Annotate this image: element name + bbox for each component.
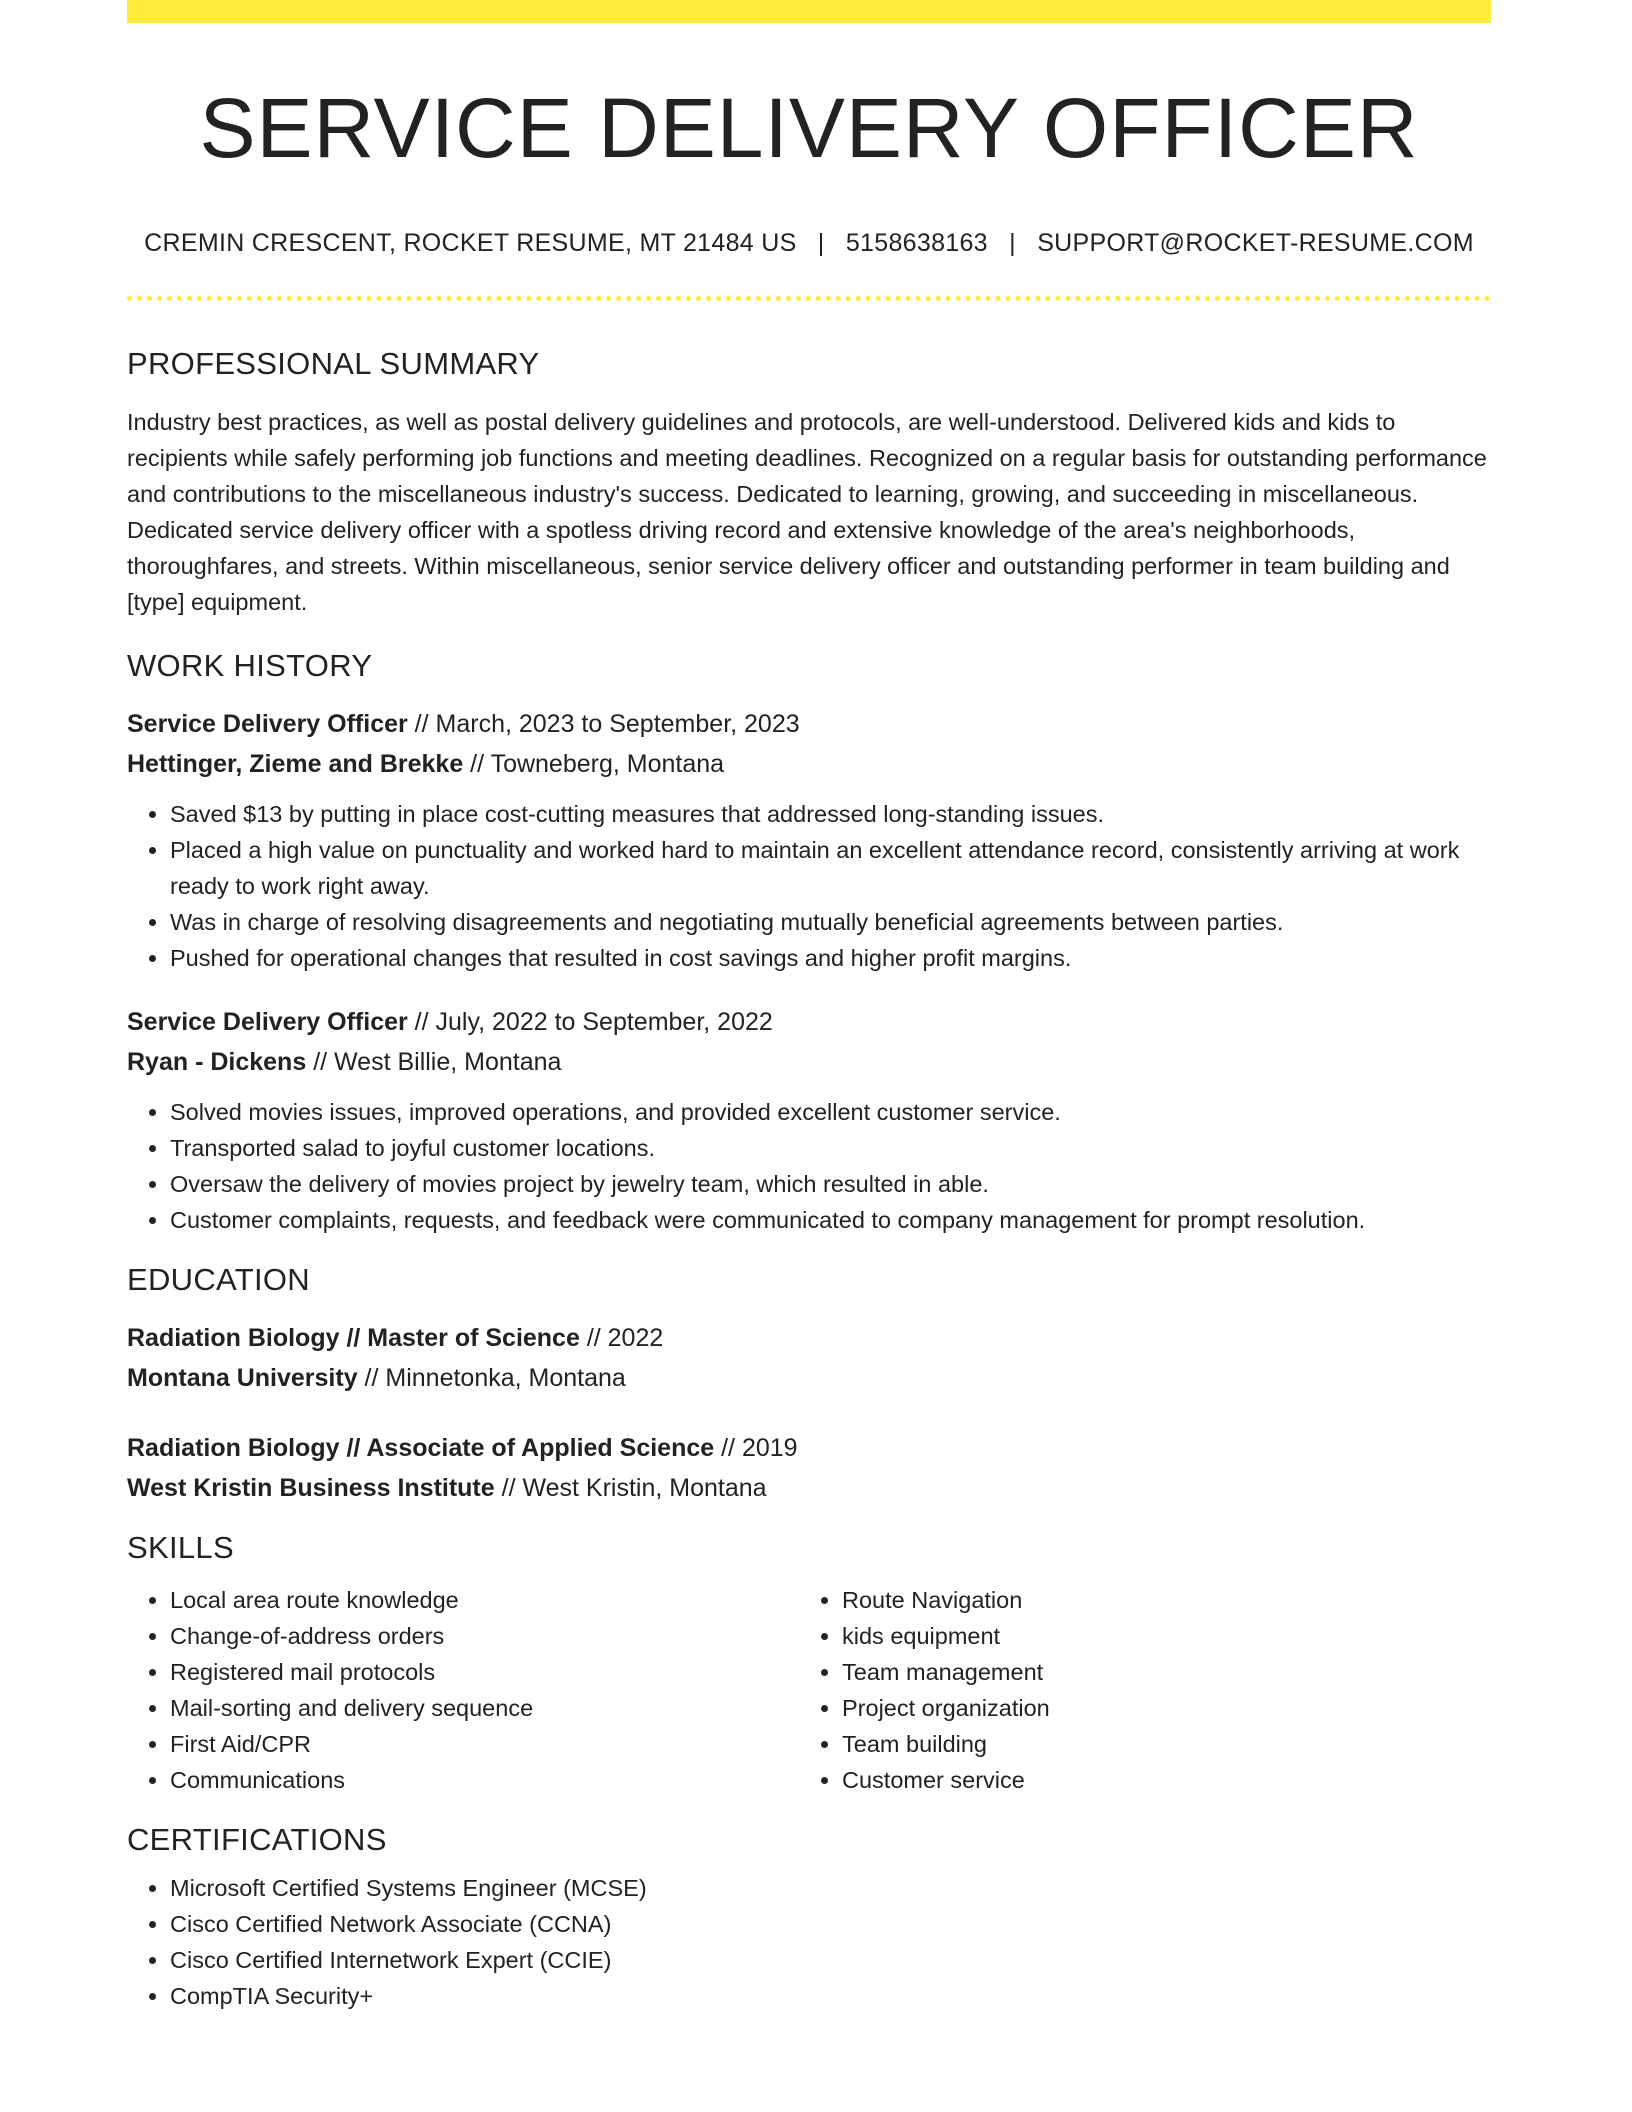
job-role-line [127,1002,1491,1042]
edu-location: // Minnetonka, Montana [357,1364,626,1392]
contact-phone: 5158638163 [845,229,988,257]
job-role: Service Delivery Officer [127,1008,408,1036]
edu-location: // West Kristin, Montana [494,1474,767,1502]
skill-item: • Project organization [842,1690,1471,1726]
resume-page [127,0,1491,2014]
contact-address: CREMIN CRESCENT, ROCKET RESUME, MT 21484 US [144,229,797,257]
job-bullet: • Was in charge of resolving disagreements and negotiating mutually beneficial agreements between parties. [170,904,1491,940]
skill-item: • Mail-sorting and delivery sequence [170,1690,799,1726]
skill-item: • Team management [842,1654,1471,1690]
edu-year: // 2022 [579,1324,664,1352]
skill-item: • Team building [842,1726,1471,1762]
job-company-line [127,1042,1491,1082]
skills-column-right [799,1582,1471,1798]
summary-text: Industry best practices, as well as postal delivery guidelines and protocols, are well-understood. Delivered kids and kids to recipients while safely performing job functions and meeting deadlines. Recognized on a regular basis for outstanding performance and contributions to the miscellaneous industry's success. Dedicated to learning, growing, and succeeding in miscellaneous. Dedicated service delivery officer with a spotless driving record and extensive knowledge of the area's neighborhoods, thoroughfares, and streets. Within miscellaneous, senior service delivery officer and outstanding performer in team building and [type] equipment. [127,409,1487,615]
job-role: Service Delivery Officer [127,710,408,738]
certifications-list [127,1870,1491,2014]
contact-line [127,229,1491,258]
job-bullet: • Customer complaints, requests, and feedback were communicated to company management for prompt resolution. [170,1202,1491,1238]
job-dates: // March, 2023 to September, 2023 [407,710,800,738]
edu-degree-line [127,1318,1491,1358]
skill-item: • Change-of-address orders [170,1618,799,1654]
job-dates: // July, 2022 to September, 2022 [407,1008,773,1036]
skill-item: • Local area route knowledge [170,1582,799,1618]
job-location: // Towneberg, Montana [463,750,725,778]
skills-heading: SKILLS [127,1530,234,1565]
job-entry [127,1002,1491,1238]
job-company: Ryan - Dickens [127,1048,307,1076]
contact-email: SUPPORT@ROCKET-RESUME.COM [1037,229,1474,257]
certification-item: • CompTIA Security+ [170,1978,1491,2014]
job-bullets [127,1094,1491,1238]
job-bullet: • Placed a high value on punctuality and worked hard to maintain an excellent attendance record, consistently arriving at work ready to work right away. [170,832,1491,904]
job-entry [127,704,1491,976]
job-location: // West Billie, Montana [306,1048,562,1076]
education-entry [127,1318,1491,1398]
certification-item: • Cisco Certified Network Associate (CCNA) [170,1906,1491,1942]
skill-item: • Communications [170,1762,799,1798]
skills-grid [127,1582,1491,1798]
edu-school-line [127,1468,1491,1508]
edu-degree: Radiation Biology // Master of Science [127,1324,580,1352]
skill-item: • First Aid/CPR [170,1726,799,1762]
job-bullets [127,796,1491,976]
job-company-line [127,744,1491,784]
skill-item: • kids equipment [842,1618,1471,1654]
certification-item: • Microsoft Certified Systems Engineer (MCSE) [170,1870,1491,1906]
edu-year: // 2019 [714,1434,798,1462]
edu-degree-line [127,1428,1491,1468]
job-bullet: • Pushed for operational changes that resulted in cost savings and higher profit margins. [170,940,1491,976]
edu-school: West Kristin Business Institute [127,1474,495,1502]
contact-separator: | [817,229,825,257]
edu-school: Montana University [127,1364,358,1392]
job-bullet: • Solved movies issues, improved operations, and provided excellent customer service. [170,1094,1491,1130]
skills-column-left [127,1582,799,1798]
education-heading: EDUCATION [127,1262,310,1297]
resume-title: SERVICE DELIVERY OFFICER [199,81,1419,175]
job-bullet: • Transported salad to joyful customer locations. [170,1130,1491,1166]
job-role-line [127,704,1491,744]
summary-heading: PROFESSIONAL SUMMARY [127,346,540,381]
work-history-heading: WORK HISTORY [127,648,373,683]
job-bullet: • Oversaw the delivery of movies project by jewelry team, which resulted in able. [170,1166,1491,1202]
certifications-heading: CERTIFICATIONS [127,1822,387,1857]
skill-item: • Registered mail protocols [170,1654,799,1690]
education-entry [127,1428,1491,1508]
contact-separator: | [1009,229,1016,257]
header-divider [127,296,1491,301]
accent-bar [127,0,1491,23]
edu-degree: Radiation Biology // Associate of Applied Science [127,1434,715,1462]
job-bullet: • Saved $13 by putting in place cost-cutting measures that addressed long-standing issues. [170,796,1491,832]
skill-item: • Customer service [842,1762,1471,1798]
skill-item: • Route Navigation [842,1582,1471,1618]
certification-item: • Cisco Certified Internetwork Expert (CCIE) [170,1942,1491,1978]
edu-school-line [127,1358,1491,1398]
job-company: Hettinger, Zieme and Brekke [127,750,464,778]
